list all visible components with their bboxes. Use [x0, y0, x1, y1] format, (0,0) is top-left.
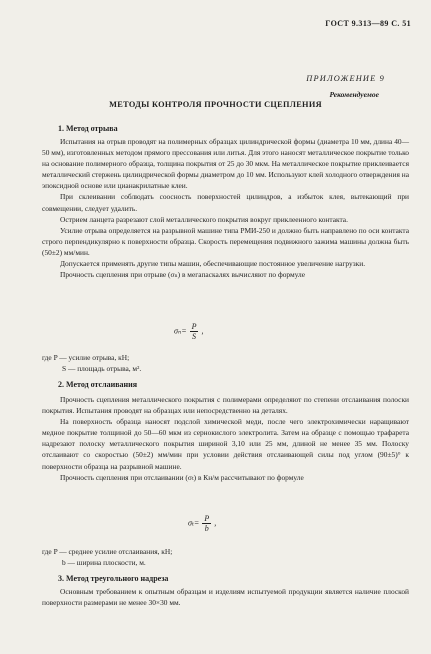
paragraph: Прочность сцепления металлического покрытия с полимерами определяют по степени отслаивания полоски покрытия. Испытания проводят на образцах или непосредственно на деталях.	[42, 395, 409, 416]
appendix-status: Рекомендуемое	[329, 90, 379, 99]
formula-denominator: S	[190, 331, 199, 341]
formula-numerator: P	[191, 322, 197, 331]
section-2-heading: 2. Метод отслаивания	[58, 380, 138, 389]
paragraph: На поверхность образца наносят подслой химической меди, после чего электрохимически наращивают медное покрытие толщиной до 50—60 мкм из сернокислого электролита. Затем на образце с помощью трафарета надрезают полоску металлического покрытия шириной 3,10 или 25 мм, длиной не менее 35 мм. Полоску отслаивают со скоростью (50±2) мм/мин при условии действия отслаивающей силы под углом (90±5)° к поверхности образца на разрывной машине.	[42, 417, 409, 471]
formula-fraction	[202, 514, 211, 533]
document-title: МЕТОДЫ КОНТРОЛЯ ПРОЧНОСТИ СЦЕПЛЕНИЯ	[109, 100, 322, 109]
formula-denominator: b	[202, 523, 211, 533]
appendix-label: ПРИЛОЖЕНИЕ 9	[306, 74, 385, 83]
paragraph: Острием ланцета разрезают слой металлического покрытия вокруг приклеенного контакта.	[60, 214, 348, 224]
section-2-body	[42, 394, 409, 483]
paragraph: Основным требованием к опытным образцам и изделиям испытуемой продукции является наличие плоской поверхности размерами не менее 30×30 мм.	[42, 587, 409, 608]
formula-lhs: σₜ=	[188, 518, 200, 528]
section-1-body-a	[42, 136, 409, 280]
where-lead: где	[42, 353, 52, 362]
formula-tail: ,	[201, 326, 204, 336]
paragraph: Испытания на отрыв проводят на полимерных образцах цилиндрической формы (диаметра 10 мм, длина 40—50 мм), изготовленных методом прямого прессования или литья. Для этого наносят металлическое покрытие только на основание полимерного образца, толщина покрытия от 25 до 30 мкм. На металлическое покрытие приклеивается металлический стержень цилиндрической формы диаметром до 10 мм. Используют клей холодного отверждения на эпоксидной основе или цианакрилатные клеи.	[42, 137, 409, 191]
formula-adhesion-tear	[174, 322, 203, 341]
formula-lhs: σₙ=	[174, 326, 187, 336]
paragraph: При склеивании соблюдать соосность поверхностей цилиндров, а избыток клея, вытекающий при совмещении, следует удалить.	[42, 192, 409, 213]
paragraph: Прочность сцепления при отслаивании (σₜ) в Кн/м рассчитывают по формуле	[60, 472, 304, 482]
paragraph: Допускается применять другие типы машин, обеспечивающие постоянное увеличение нагрузки.	[60, 259, 366, 269]
page-header: ГОСТ 9.313—89 С. 51	[325, 19, 411, 28]
formula-numerator: P	[204, 514, 210, 523]
legend-item: S — площадь отрыва, м².	[62, 364, 142, 373]
section-1-legend	[42, 352, 141, 374]
paragraph: Усилие отрыва определяется на разрывной машине типа РМИ-250 и должно быть направлено по оси контакта строго перпендикулярно к поверхности образца. Скорость перемещения подвижного зажима машины должна быть (50±2) мм/мин.	[42, 225, 409, 257]
legend-item: P — усилие отрыва, кН;	[53, 353, 130, 362]
formula-tail: ,	[214, 518, 217, 528]
section-2-legend	[42, 546, 172, 568]
formula-adhesion-peel	[188, 514, 216, 533]
section-3-heading: 3. Метод треугольного надреза	[58, 574, 169, 583]
formula-fraction	[190, 322, 199, 341]
paragraph: Прочность сцепления при отрыве (σₙ) в мегапаскалях вычисляют по формуле	[60, 270, 306, 280]
legend-item: P — среднее усилие отслаивания, кН;	[53, 547, 173, 556]
section-1-heading: 1. Метод отрыва	[58, 124, 118, 133]
section-3-body	[42, 586, 409, 608]
where-lead: где	[42, 547, 52, 556]
legend-item: b — ширина плоскости, м.	[62, 558, 146, 567]
